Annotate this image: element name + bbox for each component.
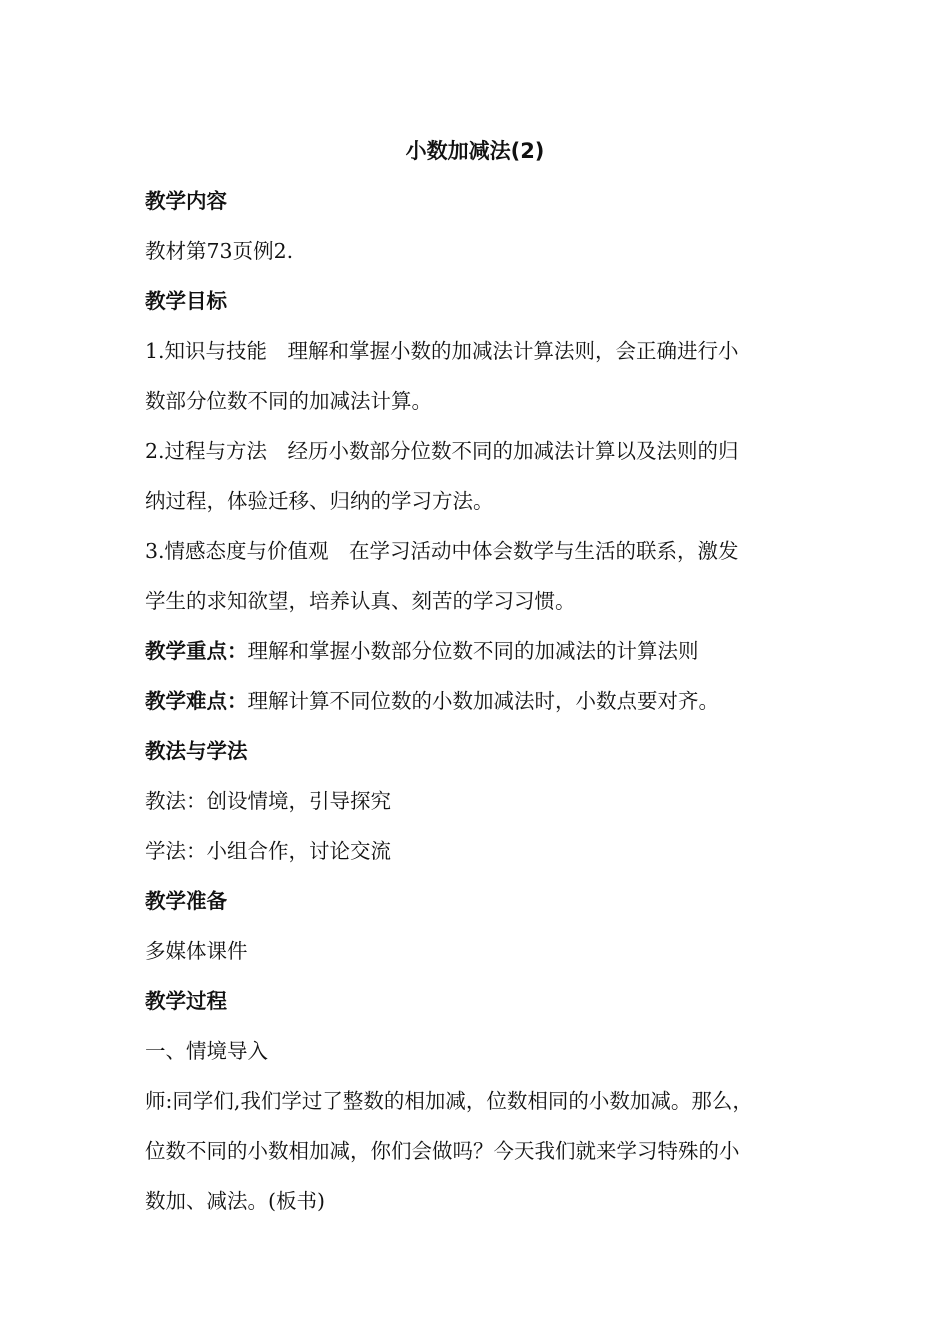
heading-teaching-content: 教学内容 [145,189,227,213]
preparation-text: 多媒体课件 [145,939,248,963]
heading-methods: 教法与学法 [145,739,248,763]
key-point-text: 理解和掌握小数部分位数不同的加减法的计算法则 [247,639,699,663]
heading-process: 教学过程 [145,989,227,1013]
goal-3-line-1: 3.情感态度与价值观 在学习活动中体会数学与生活的联系，激发 [145,539,739,563]
paragraph-1-line-1: 师:同学们,我们学过了整数的相加减，位数相同的小数加减。那么， [145,1089,753,1113]
learning-method-text: 学法：小组合作，讨论交流 [145,839,391,863]
difficulty-text: 理解计算不同位数的小数加减法时，小数点要对齐。 [247,689,719,713]
paragraph-1-line-3: 数加、减法。(板书) [145,1189,325,1213]
difficulty-label: 教学难点： [145,689,248,713]
paragraph-1-line-2: 位数不同的小数相加减，你们会做吗？今天我们就来学习特殊的小 [145,1139,740,1163]
goal-1-line-2: 数部分位数不同的加减法计算。 [145,389,432,413]
goal-3-line-2: 学生的求知欲望，培养认真、刻苦的学习习惯。 [145,589,576,613]
key-point-label: 教学重点： [145,639,248,663]
goal-1-line-1: 1.知识与技能 理解和掌握小数的加减法计算法则，会正确进行小 [145,339,739,363]
difficulty-row [145,686,835,716]
key-point-row [145,636,835,666]
heading-teaching-goals: 教学目标 [145,289,227,313]
page-title: 小数加减法(2) [405,139,545,163]
teaching-method-text: 教法：创设情境，引导探究 [145,789,391,813]
step-1-heading: 一、情境导入 [145,1039,268,1063]
goal-2-line-2: 纳过程，体验迁移、归纳的学习方法。 [145,489,494,513]
heading-preparation: 教学准备 [145,889,227,913]
goal-2-line-1: 2.过程与方法 经历小数部分位数不同的加减法计算以及法则的归 [145,439,739,463]
teaching-content-text: 教材第73页例2. [145,239,294,263]
